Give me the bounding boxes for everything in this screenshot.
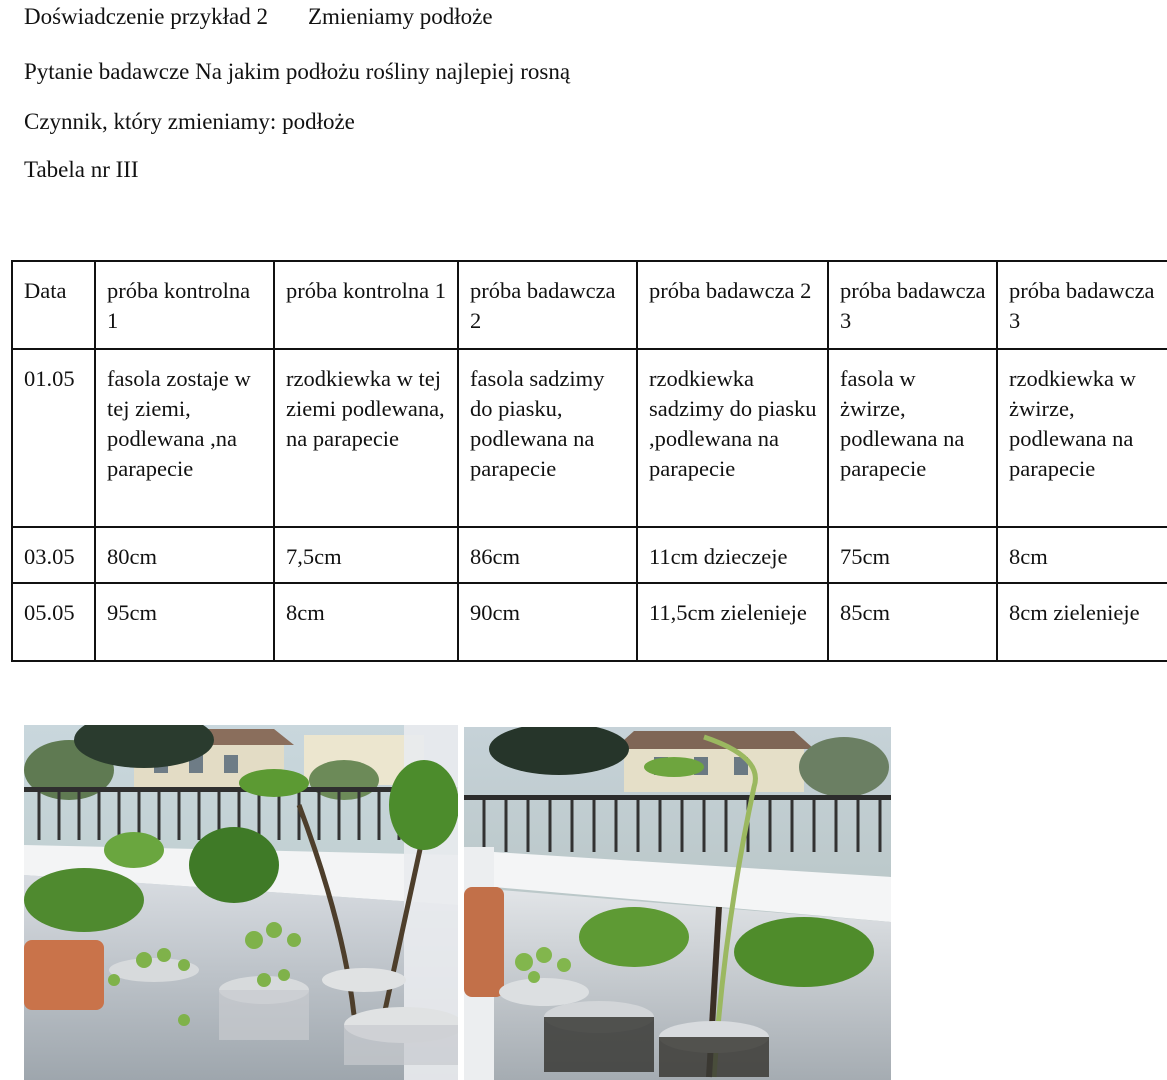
plant-photo-right — [464, 727, 891, 1080]
table-cell: 8cm zielenieje — [997, 583, 1167, 661]
table-cell: fasola w żwirze, podlewana na parapecie — [828, 349, 997, 527]
table-cell: rzodkiewka w tej ziemi podlewana, na parapecie — [274, 349, 458, 527]
table-label: Tabela nr III — [24, 157, 139, 182]
table-cell: fasola zostaje w tej ziemi, podlewana ,na parapecie — [95, 349, 274, 527]
date-cell: 01.05 — [12, 349, 95, 527]
header-cell: próba badawcza 3 — [828, 261, 997, 349]
table-cell: 85cm — [828, 583, 997, 661]
table-row — [12, 349, 1167, 527]
table-cell: rzodkiewka w żwirze, podlewana na parapecie — [997, 349, 1167, 527]
table-cell: 11,5cm zielenieje — [637, 583, 828, 661]
header-cell: próba badawcza 3 — [997, 261, 1167, 349]
header-cell: próba kontrolna 1 — [274, 261, 458, 349]
title-text: Doświadczenie przykład 2 — [24, 4, 268, 29]
table-cell: 8cm — [274, 583, 458, 661]
plants-photo-icon — [24, 725, 458, 1080]
header-cell: próba kontrolna 1 — [95, 261, 274, 349]
header-cell-date: Data — [12, 261, 95, 349]
table-cell: 8cm — [997, 527, 1167, 583]
changed-factor: Czynnik, który zmieniamy: podłoże — [24, 109, 355, 134]
plant-photo-left — [24, 725, 458, 1080]
header-cell: próba badawcza 2 — [637, 261, 828, 349]
experiment-table — [11, 260, 1167, 662]
table-cell: 90cm — [458, 583, 637, 661]
table-header-row — [12, 261, 1167, 349]
table-row — [12, 527, 1167, 583]
table-cell: 95cm — [95, 583, 274, 661]
header-cell: próba badawcza 2 — [458, 261, 637, 349]
date-cell: 05.05 — [12, 583, 95, 661]
plants-photo-icon — [464, 727, 891, 1080]
table-cell: 7,5cm — [274, 527, 458, 583]
page-title — [24, 3, 493, 31]
table-row — [12, 583, 1167, 661]
date-cell: 03.05 — [12, 527, 95, 583]
table-cell: 80cm — [95, 527, 274, 583]
table-cell: 11cm dzieczeje — [637, 527, 828, 583]
table-cell: 86cm — [458, 527, 637, 583]
research-question: Pytanie badawcze Na jakim podłożu rośliny najlepiej rosną — [24, 59, 571, 84]
subtitle-text: Zmieniamy podłoże — [307, 4, 493, 29]
table-cell: fasola sadzimy do piasku, podlewana na parapecie — [458, 349, 637, 527]
table-cell: 75cm — [828, 527, 997, 583]
table-cell: rzodkiewka sadzimy do piasku ,podlewana na parapecie — [637, 349, 828, 527]
